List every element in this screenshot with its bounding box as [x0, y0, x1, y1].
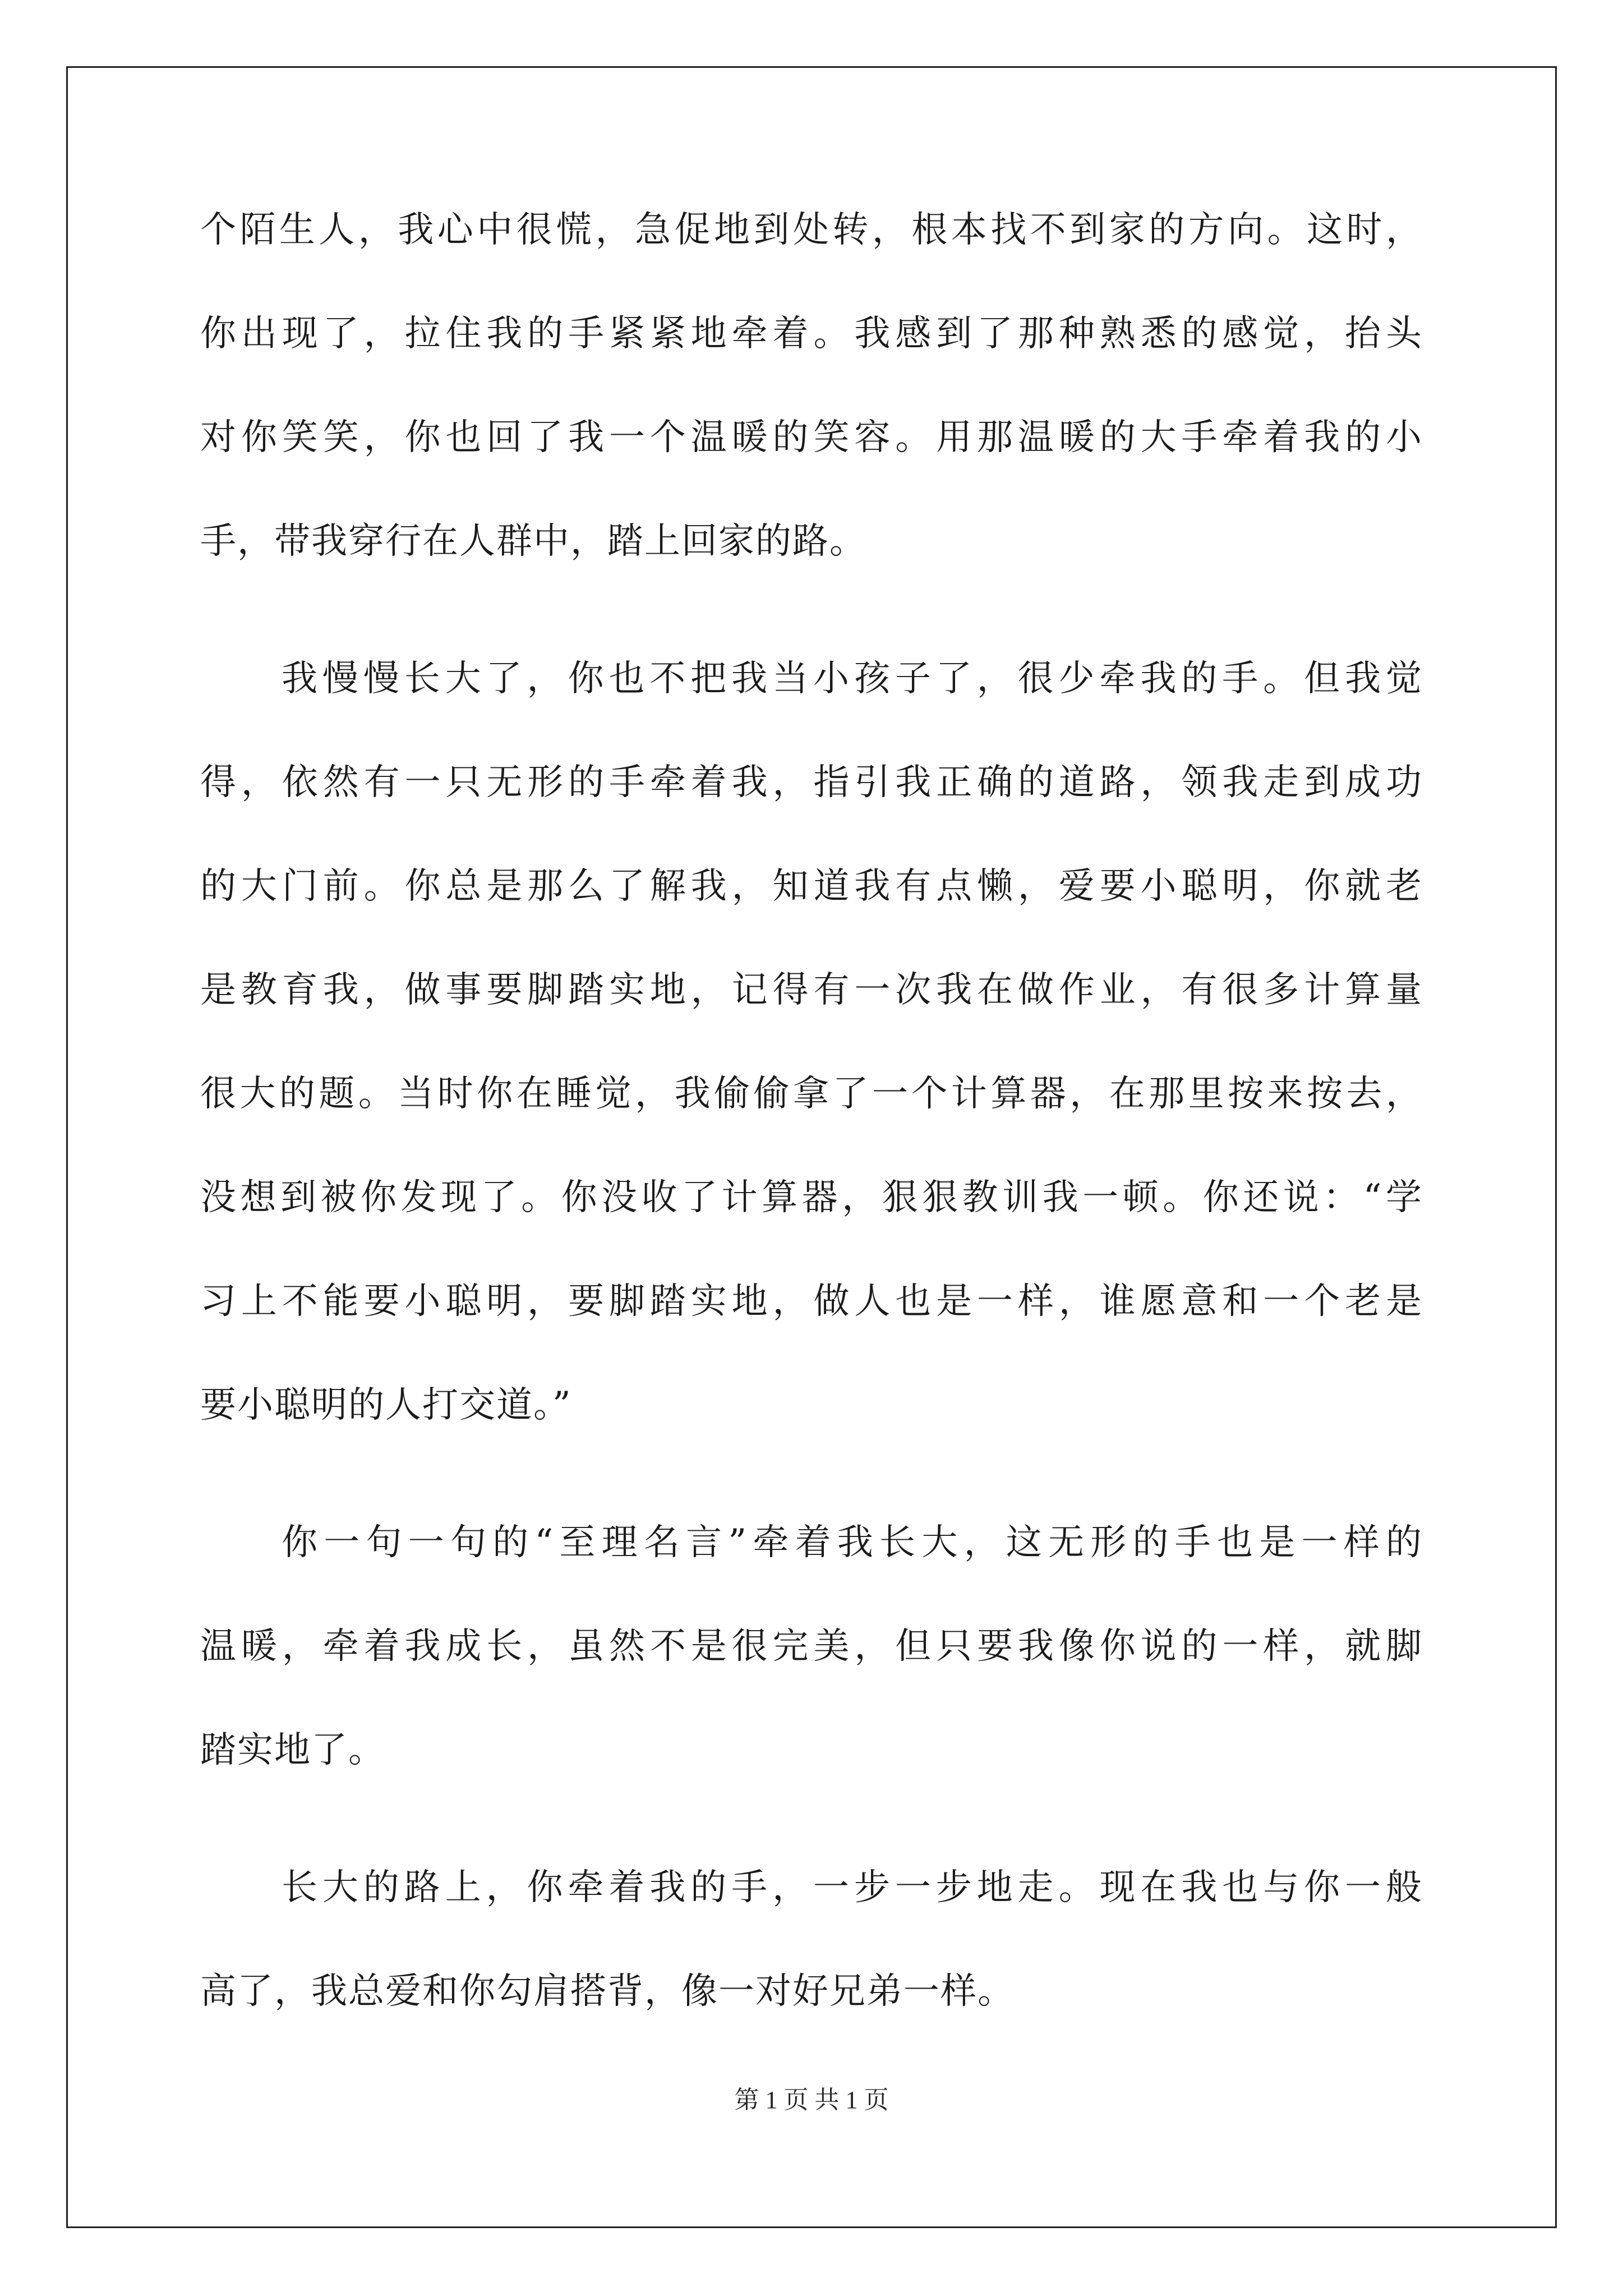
text-line: 高了，我总爱和你勾肩搭背，像一对好兄弟一样。: [200, 1971, 1015, 2012]
text-line-paragraph-start: 我慢慢长大了，你也不把我当小孩子了，很少牵我的手。但我觉: [282, 658, 1423, 700]
text-line: 个陌生人，我心中很慌，急促地到处转，根本找不到家的方向。这时，: [200, 209, 1423, 251]
text-line: 温暖，牵着我成长，虽然不是很完美，但只要我像你说的一样，就脚: [200, 1626, 1423, 1667]
text-line: 你出现了，拉住我的手紧紧地牵着。我感到了那种熟悉的感觉，抬头: [200, 313, 1423, 355]
text-line: 习上不能要小聪明，要脚踏实地，做人也是一样，谁愿意和一个老是: [200, 1281, 1423, 1322]
text-line: 手，带我穿行在人群中，踏上回家的路。: [200, 521, 866, 562]
page-number-footer: 第 1 页 共 1 页: [734, 2086, 889, 2114]
text-line: 的大门前。你总是那么了解我，知道我有点懒，爱要小聪明，你就老: [200, 866, 1423, 907]
text-line: 没想到被你发现了。你没收了计算器，狠狠教训我一顿。你还说：“学: [200, 1177, 1423, 1218]
text-line-paragraph-start: 你一句一句的“至理名言”牵着我长大，这无形的手也是一样的: [282, 1522, 1423, 1563]
text-line: 得，依然有一只无形的手牵着我，指引我正确的道路，领我走到成功: [200, 762, 1423, 803]
text-line-paragraph-start: 长大的路上，你牵着我的手，一步一步地走。现在我也与你一般: [282, 1867, 1423, 1908]
text-line: 踏实地了。: [200, 1729, 385, 1771]
text-line: 是教育我，做事要脚踏实地，记得有一次我在做作业，有很多计算量: [200, 969, 1423, 1011]
text-line: 很大的题。当时你在睡觉，我偷偷拿了一个计算器，在那里按来按去，: [200, 1073, 1423, 1115]
text-line: 对你笑笑，你也回了我一个温暖的笑容。用那温暖的大手牵着我的小: [200, 417, 1423, 458]
text-line: 要小聪明的人打交道。”: [200, 1384, 572, 1426]
